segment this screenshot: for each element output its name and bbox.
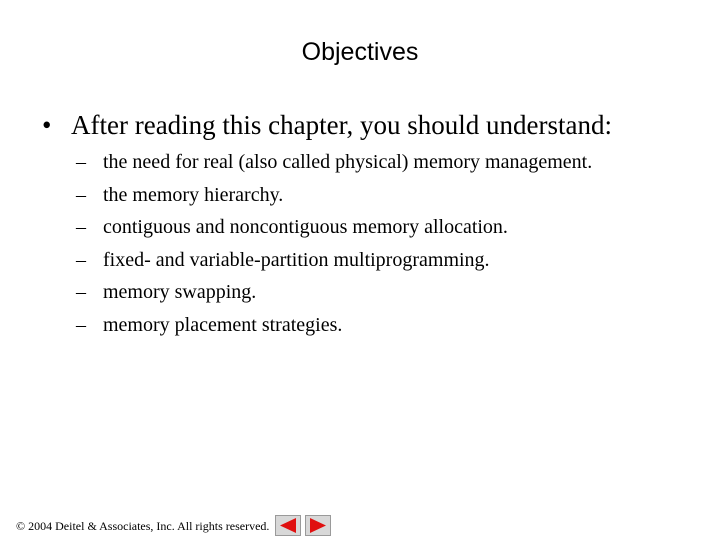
dash-marker: – [76, 216, 86, 239]
main-bullet [42, 108, 612, 142]
copyright-footer: © 2004 Deitel & Associates, Inc. All rights reserved. [16, 519, 270, 533]
previous-slide-button[interactable] [275, 515, 301, 536]
dash-marker: – [76, 313, 86, 336]
list-item [76, 276, 592, 309]
list-item-text: the need for real (also called physical) memory management. [103, 151, 593, 173]
list-item [76, 179, 592, 212]
arrow-left-icon [275, 515, 301, 536]
list-item-text: memory swapping. [103, 281, 257, 304]
list-item-text: fixed- and variable-partition multiprogramming. [103, 248, 490, 271]
main-bullet-text: After reading this chapter, you should understand: [71, 110, 613, 140]
dash-marker: – [76, 281, 86, 304]
objectives-list [76, 146, 592, 342]
list-item [76, 244, 592, 277]
slide-title: Objectives [301, 38, 419, 66]
list-item [76, 146, 592, 179]
arrow-right-icon [305, 515, 331, 536]
list-item-text: the memory hierarchy. [103, 183, 284, 206]
list-item [76, 309, 592, 342]
dash-marker: – [76, 151, 86, 173]
list-item-text: contiguous and noncontiguous memory allocation. [103, 216, 508, 239]
list-item [76, 211, 592, 244]
bullet-marker: • [42, 110, 52, 140]
dash-marker: – [76, 248, 86, 271]
dash-marker: – [76, 183, 86, 206]
list-item-text: memory placement strategies. [103, 313, 343, 336]
next-slide-button[interactable] [305, 515, 331, 536]
